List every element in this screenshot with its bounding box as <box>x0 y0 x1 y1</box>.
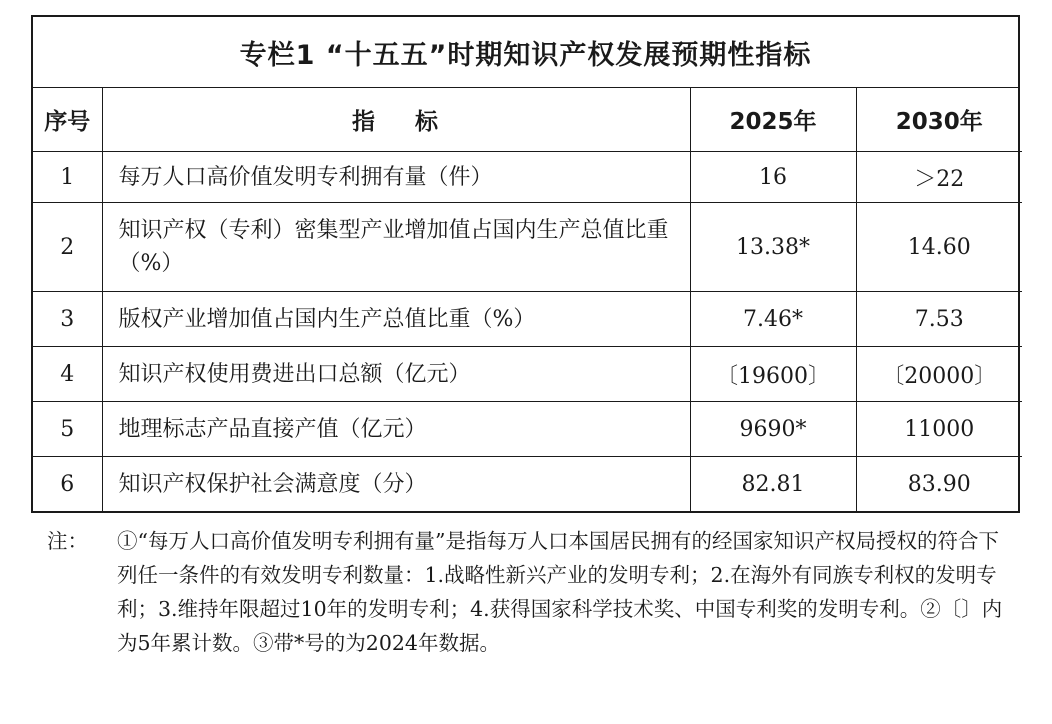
row-value-2025: 9690* <box>690 402 856 457</box>
row-indicator-name: 地理标志产品直接产值（亿元） <box>102 402 690 457</box>
footnote-text: ①“每万人口高价值发明专利拥有量”是指每万人口本国居民拥有的经国家知识产权局授权的符合下列任一条件的有效发明专利数量：1.战略性新兴产业的发明专利；2.在海外有同族专利权的发明专利；3.维持年限超过10年的发明专利；4.获得国家科学技术奖、中国专利奖的发明专利。②〔〕内为5年累计数。③带*号的为2024年数据。 <box>117 529 1003 655</box>
table-row <box>33 292 1022 347</box>
indicator-table <box>33 88 1022 511</box>
row-indicator-name: 版权产业增加值占国内生产总值比重（%） <box>102 292 690 347</box>
table-row <box>33 152 1022 203</box>
row-indicator-name: 知识产权使用费进出口总额（亿元） <box>102 347 690 402</box>
row-value-2025: 16 <box>690 152 856 203</box>
row-indicator-name: 知识产权保护社会满意度（分） <box>102 457 690 512</box>
row-value-2030: 11000 <box>856 402 1022 457</box>
row-seq: 1 <box>33 152 102 203</box>
header-2025: 2025年 <box>690 88 856 152</box>
row-seq: 2 <box>33 203 102 292</box>
row-value-2030: 83.90 <box>907 471 971 497</box>
table-row <box>33 457 1022 512</box>
header-indicator-char-1: 指 <box>352 109 377 135</box>
row-seq: 6 <box>33 457 102 512</box>
row-value-2025: 〔19600〕 <box>690 347 856 402</box>
header-seq: 序号 <box>33 88 102 152</box>
row-value-2030: ＞22 <box>856 152 1022 203</box>
footnote <box>47 524 1007 660</box>
row-seq: 3 <box>33 292 102 347</box>
table-title: 专栏1 “十五五”时期知识产权发展预期性指标 <box>33 17 1018 88</box>
header-2030: 2030年 <box>856 88 1022 152</box>
footnote-label: 注： <box>47 529 88 553</box>
row-value-2025: 82.81 <box>690 457 856 512</box>
row-value-2025: 13.38* <box>690 203 856 292</box>
header-indicator-char-2: 标 <box>415 109 440 135</box>
row-value-2025: 7.46* <box>690 292 856 347</box>
header-indicator <box>102 88 690 152</box>
row-value-2030: 7.53 <box>856 292 1022 347</box>
row-indicator-name: 知识产权（专利）密集型产业增加值占国内生产总值比重（%） <box>102 203 690 292</box>
row-indicator-name: 每万人口高价值发明专利拥有量（件） <box>102 152 690 203</box>
row-seq: 5 <box>33 402 102 457</box>
header-row <box>33 88 1022 152</box>
table-row <box>33 347 1022 402</box>
row-value-2030: 〔20000〕 <box>856 347 1022 402</box>
indicator-table-panel <box>31 15 1020 513</box>
row-seq: 4 <box>33 347 102 402</box>
table-row <box>33 402 1022 457</box>
table-row <box>33 203 1022 292</box>
row-value-2030: 14.60 <box>856 203 1022 292</box>
